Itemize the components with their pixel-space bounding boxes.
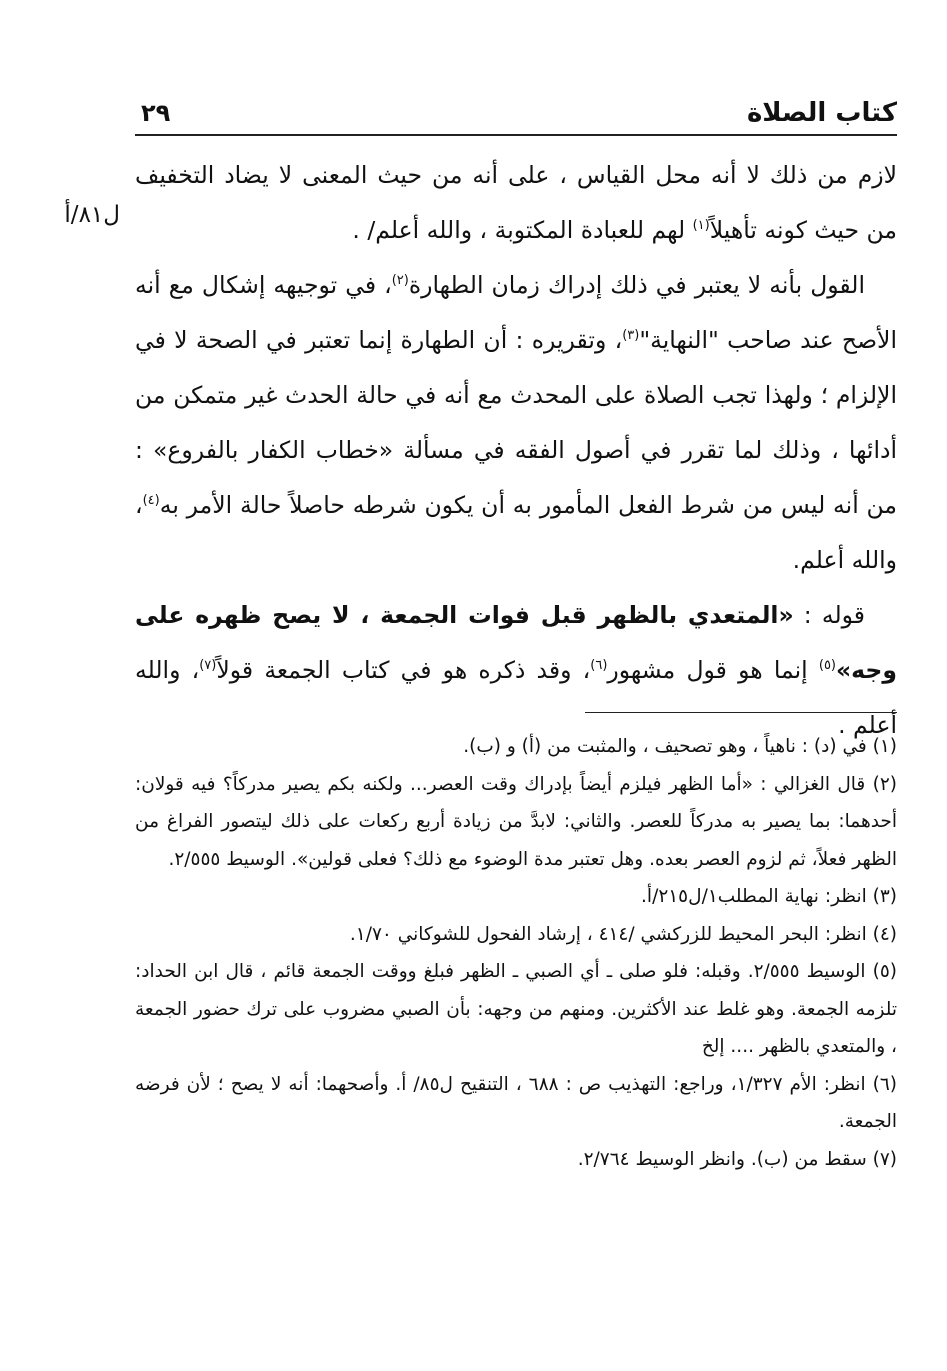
footnote: (٤) انظر: البحر المحيط للزركشي /٤١٤ ، إرشاد الفحول للشوكاني ١/٧٠. — [349, 923, 897, 945]
footnote: (٧) سقط من (ب). وانظر الوسيط ٢/٧٦٤. — [577, 1148, 897, 1170]
footnote-ref-1: (١) — [692, 218, 710, 234]
footnote-ref-4: (٤) — [142, 493, 160, 509]
footnote-ref-3: (٣) — [622, 328, 640, 344]
paragraph-3: قوله : «المتعدي بالظهر قبل فوات الجمعة ، لا يصح ظهره على وجه»$^{(٥)}$ إنما هو قول مشهور$^{(٦)}$، وقد ذكره هو في كتاب الجمعة قولاً$^{(٧)}$، والله أعلم . — [135, 601, 897, 739]
footnote: (٣) انظر: نهاية المطلب١/ل٢١٥/أ. — [641, 886, 897, 907]
header-rule — [135, 134, 897, 136]
footnote-separator — [585, 712, 897, 713]
footnote-ref-5: (٥) — [818, 658, 836, 674]
footnote-ref-6: (٦) — [590, 658, 608, 674]
footnote: (٢) قال الغزالي : «أما الظهر فيلزم أيضاً بإدراك وقت العصر... ولكنه بكم يصير مدركاً؟ فيه قولان: أحدهما: بما يصير به مدركاً للعصر. والثاني: لابدَّ من زيادة أربع ركعات على ذلك ليتصور الفراغ من الظهر فعلاً، ثم لزوم العصر بعده. وهل تعتبر مدة الوضوء مع ذلك؟ فعلى قولين». الوسيط ٢/٥٥٥. — [135, 773, 897, 870]
running-header — [135, 96, 897, 130]
footnote-ref-2: (٢) — [391, 273, 409, 289]
page-number: ٢٩ — [141, 99, 171, 127]
paragraph-2: القول بأنه لا يعتبر في ذلك إدراك زمان الطهارة$^{(٢)}$، في توجيهه إشكال مع أنه الأصح عند صاحب "النهاية"$^{(٣)}$، وتقريره : أن الطهارة إنما تعتبر في الصحة لا في الإلزام ؛ ولهذا تجب الصلاة على المحدث مع أنه في حالة الحدث غير متمكن من أدائها ، وذلك لما تقرر في أصول الفقه في مسألة «خطاب الكفار بالفروع» : من أنه ليس من شرط الفعل المأمور به أن يكون شرطه حاصلاً حالة الأمر به$^{(٤)}$، والله أعلم. — [135, 271, 897, 574]
footnote: (٦) انظر: الأم ١/٣٢٧، وراجع: التهذيب ص : ٦٨٨ ، التنقيح ل٨٥/ أ. وأصحهما: أنه لا يصح ؛ لأن فرضه الجمعة. — [135, 1073, 897, 1132]
footnotes — [135, 728, 897, 1178]
main-text — [135, 148, 897, 753]
paragraph-1: لازم من ذلك لا أنه محل القياس ، على أنه من حيث المعنى لا يضاد التخفيف من حيث كونه تأهيلاً$^{(١)}$ لهم للعبادة المكتوبة ، والله أعلم/ . — [135, 161, 897, 244]
quoted-text: «المتعدي بالظهر قبل فوات الجمعة ، لا يصح ظهره على وجه» — [135, 601, 897, 684]
margin-manuscript-reference: ل٨١/أ — [64, 202, 120, 228]
footnote: (١) في (د) : ناهياً ، وهو تصحيف ، والمثبت من (أ) و (ب). — [463, 736, 897, 757]
book-title: كتاب الصلاة — [746, 98, 897, 128]
footnote: (٥) الوسيط ٢/٥٥٥. وقبله: فلو صلى ـ أي الصبي ـ الظهر فبلغ ووقت الجمعة قائم ، قال ابن الحداد: تلزمه الجمعة. وهو غلط عند الأكثرين. ومنهم من وجهه: بأن الصبي مضروب على ترك حضور الجمعة ، والمتعدي بالظهر .... إلخ — [135, 961, 897, 1057]
footnote-ref-7: (٧) — [199, 658, 217, 674]
